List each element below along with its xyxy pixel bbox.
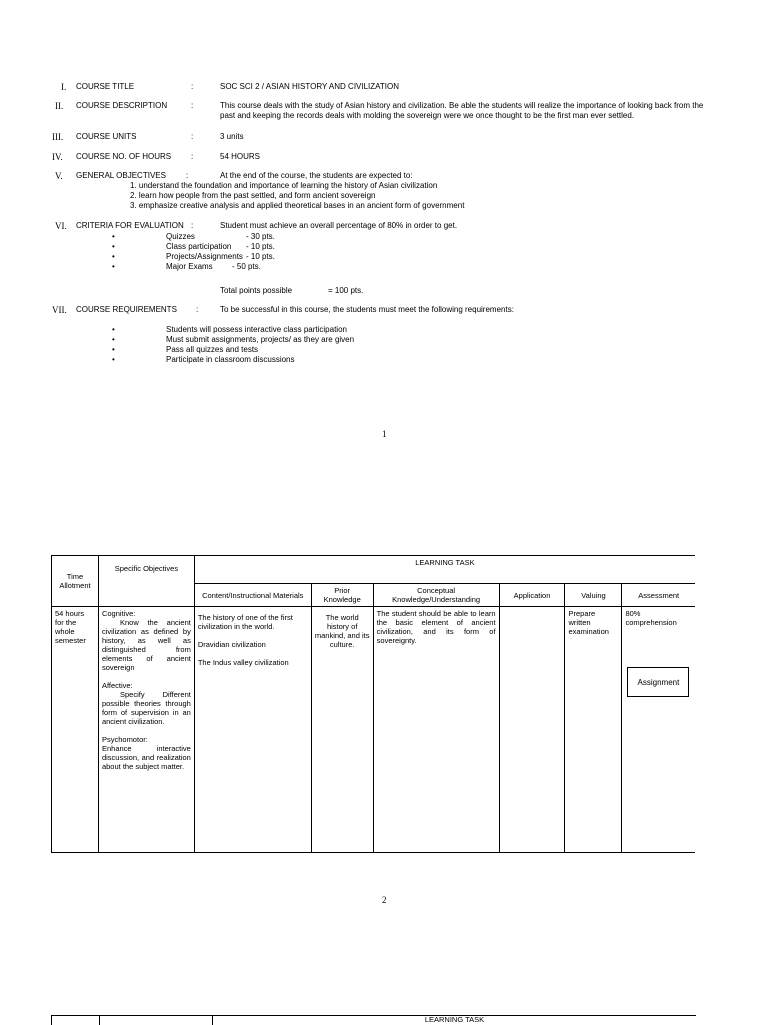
requirement-text: Must submit assignments, projects/ as they are given <box>166 335 355 344</box>
bullet: • <box>112 232 115 241</box>
section-number: II. <box>55 101 64 111</box>
cognitive-text: Know the ancient civilization as defined by history, as well as distinguished from elements of ancient sovereign <box>101 618 191 672</box>
bullet: • <box>112 355 115 364</box>
assessment-header: Assessment <box>622 584 695 607</box>
section-number: VI. <box>55 221 67 231</box>
assessment-cell <box>622 607 695 853</box>
criteria-item <box>0 242 768 252</box>
colon: : <box>191 82 194 91</box>
time-allotment-cell: 54 hours for the whole semester <box>52 607 99 853</box>
colon: : <box>191 101 194 110</box>
section-number: I. <box>61 82 67 92</box>
objective-item: 2. learn how people from the past settled, and form ancient sovereign <box>130 191 376 200</box>
requirements-label: COURSE REQUIREMENTS <box>76 305 177 314</box>
criteria-item-points: - 50 pts. <box>232 262 261 271</box>
section-number: IV. <box>52 152 63 162</box>
affective-text: Specify Different possible theories through form of supervision in an ancient civilization. <box>101 690 191 726</box>
prior-knowledge-header: Prior Knowledge <box>311 584 373 607</box>
bullet: • <box>112 335 115 344</box>
section-number: V. <box>55 171 63 181</box>
content-cell <box>194 607 311 853</box>
content-header: Content/Instructional Materials <box>194 584 311 607</box>
requirement-text: Participate in classroom discussions <box>166 355 295 364</box>
specific-objectives-cell <box>98 607 194 853</box>
assignment-box: Assignment <box>627 667 689 697</box>
affective-label: Affective: <box>101 681 133 690</box>
psychomotor-label: Psychomotor: <box>101 735 148 744</box>
bullet: • <box>112 345 115 354</box>
colon: : <box>196 305 199 314</box>
bullet: • <box>112 262 115 271</box>
learning-task-table <box>51 555 695 853</box>
cognitive-label: Cognitive: <box>101 609 136 618</box>
bullet: • <box>112 325 115 334</box>
criteria-item <box>0 262 768 272</box>
application-cell <box>499 607 565 853</box>
page-number: 2 <box>382 895 387 905</box>
course-units-label: COURSE UNITS <box>76 132 137 141</box>
criteria-item-points: - 30 pts. <box>246 232 275 241</box>
course-description-value: This course deals with the study of Asian history and civilization. Be able the students will realize the importance of looking back from the past and keeping the records deals with molding the sovereign were we once thought to be the first man ever settled. <box>220 101 704 120</box>
requirement-text: Students will possess interactive class participation <box>166 325 347 334</box>
general-objectives-list <box>130 181 730 211</box>
criteria-label: CRITERIA FOR EVALUATION <box>76 221 184 230</box>
content-line: The history of one of the first civilization in the world. <box>197 613 293 631</box>
requirement-item <box>0 345 768 355</box>
colon: : <box>191 132 194 141</box>
third-table-learning-task-header: LEARNING TASK <box>424 1015 485 1024</box>
course-description-label: COURSE DESCRIPTION <box>76 101 168 110</box>
bullet: • <box>112 252 115 261</box>
requirement-item <box>0 355 768 365</box>
application-header: Application <box>499 584 565 607</box>
requirements-intro: To be successful in this course, the students must meet the following requirements: <box>220 305 514 314</box>
page-number: 1 <box>382 429 387 439</box>
general-objectives-label: GENERAL OBJECTIVES <box>76 171 166 180</box>
objective-item: 3. emphasize creative analysis and applied theoretical bases in an ancient form of government <box>130 201 465 210</box>
course-title-value: SOC SCI 2 / ASIAN HISTORY AND CIVILIZATION <box>220 82 400 91</box>
total-value: = 100 pts. <box>328 286 364 295</box>
conceptual-header: Conceptual Knowledge/Understanding <box>373 584 499 607</box>
course-hours-value: 54 HOURS <box>220 152 261 161</box>
conceptual-cell: The student should be able to learn the basic element of ancient civilization, and its form of sovereignty. <box>373 607 499 853</box>
content-line: The Indus valley civilization <box>197 658 289 667</box>
valuing-header: Valuing <box>565 584 622 607</box>
criteria-item-name: Major Exams <box>166 262 213 271</box>
time-allotment-header: Time Allotment <box>52 556 99 607</box>
criteria-item-name: Projects/Assignments <box>166 252 243 261</box>
prior-knowledge-cell: The world history of mankind, and its culture. <box>311 607 373 853</box>
colon: : <box>191 152 194 161</box>
content-line: Dravidian civilization <box>197 640 266 649</box>
criteria-item <box>0 232 768 242</box>
criteria-item-points: - 10 pts. <box>246 252 275 261</box>
colon: : <box>191 221 194 230</box>
psychomotor-text: Enhance interactive discussion, and realization about the subject matter. <box>101 744 191 771</box>
specific-objectives-header: Specific Objectives <box>98 556 194 607</box>
criteria-item-points: - 10 pts. <box>246 242 275 251</box>
colon: : <box>186 171 189 180</box>
criteria-intro: Student must achieve an overall percentage of 80% in order to get. <box>220 221 458 230</box>
objective-item: 1. understand the foundation and importance of learning the history of Asian civilization <box>130 181 438 190</box>
section-number: VII. <box>52 305 67 315</box>
course-hours-label: COURSE NO. OF HOURS <box>76 152 172 161</box>
requirement-text: Pass all quizzes and tests <box>166 345 259 354</box>
criteria-list <box>0 232 768 272</box>
course-title-label: COURSE TITLE <box>76 82 135 91</box>
learning-task-header: LEARNING TASK <box>194 556 695 584</box>
course-units-value: 3 units <box>220 132 244 141</box>
criteria-item-name: Class participation <box>166 242 232 251</box>
criteria-item <box>0 252 768 262</box>
bullet: • <box>112 242 115 251</box>
valuing-cell: Prepare written examination <box>565 607 622 853</box>
requirement-item <box>0 335 768 345</box>
total-label: Total points possible <box>220 286 293 295</box>
assessment-comprehension: 80% comprehension <box>625 609 677 627</box>
requirement-item <box>0 325 768 335</box>
general-objectives-intro: At the end of the course, the students are expected to: <box>220 171 413 180</box>
requirements-list <box>0 325 768 365</box>
section-number: III. <box>52 132 64 142</box>
criteria-item-name: Quizzes <box>166 232 195 241</box>
